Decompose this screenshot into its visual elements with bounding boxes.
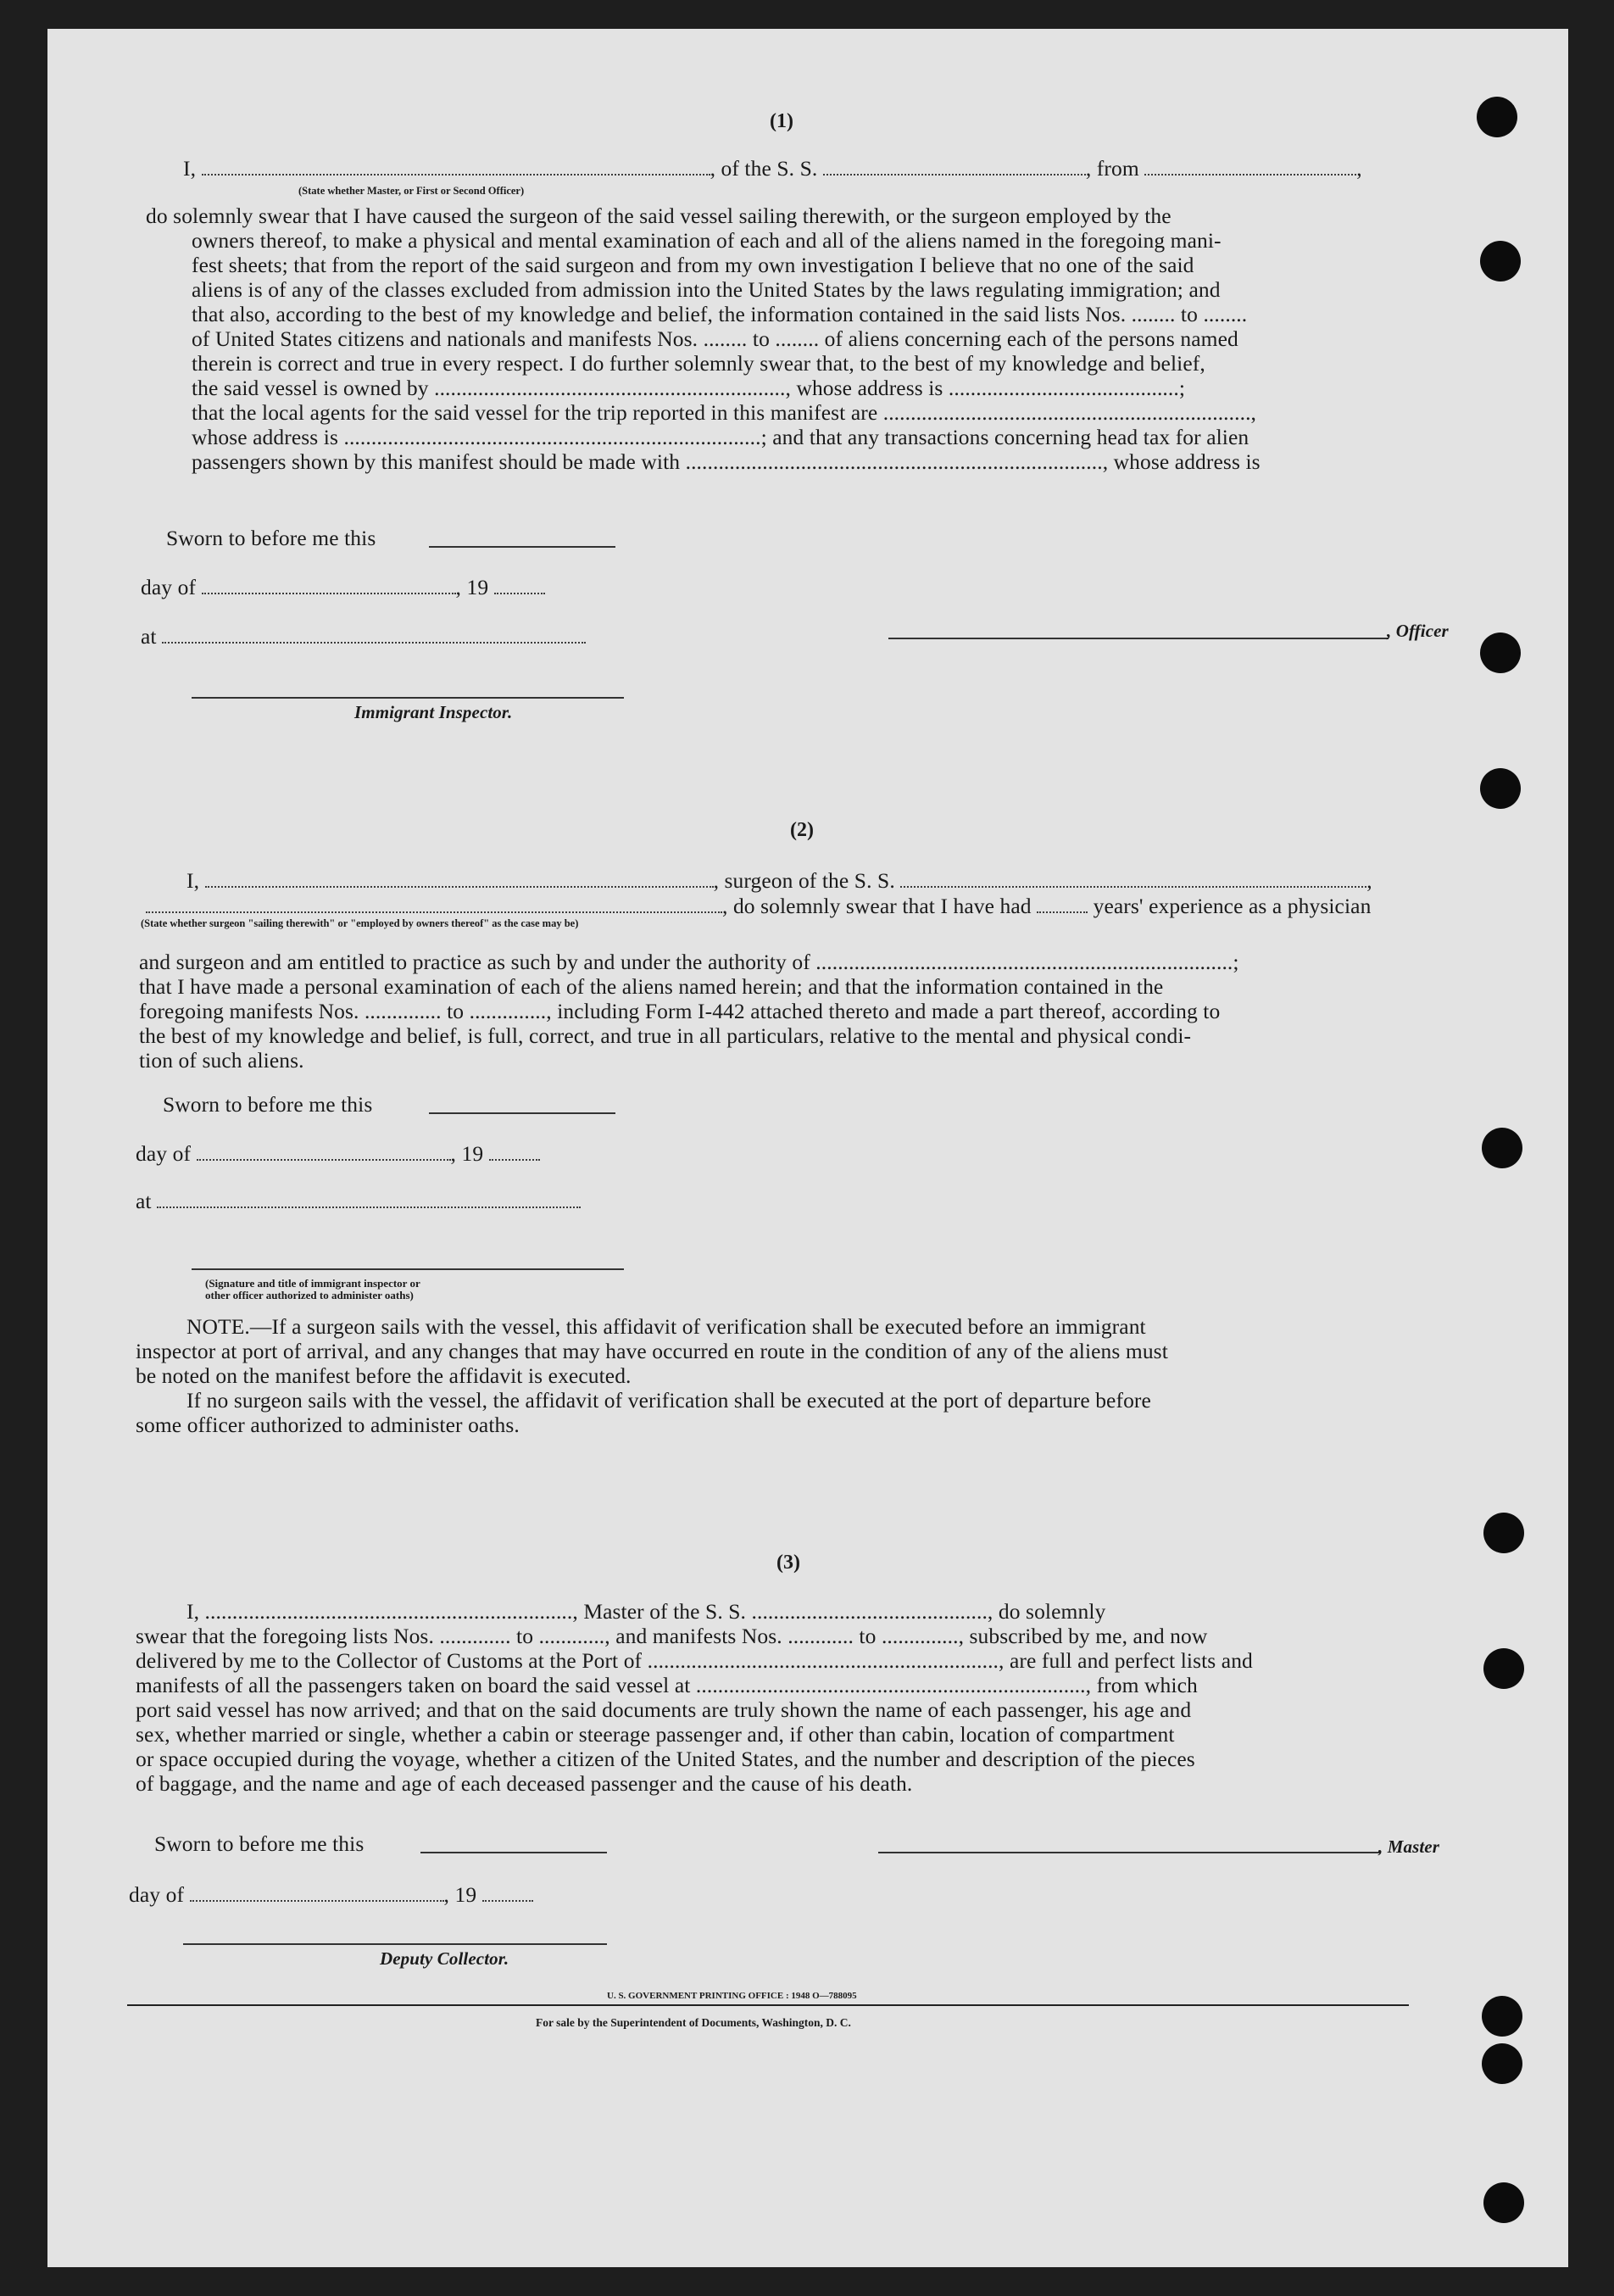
section-1-day-of: day of , 19 — [141, 575, 545, 600]
section-1-body-line: owners thereof, to make a physical and mental examination of each and all of the aliens named in the foregoing mani- — [192, 228, 1222, 253]
section-1-from: , from — [1085, 156, 1139, 181]
master-label: , Master — [1378, 1836, 1439, 1857]
section-2-sworn-label: Sworn to before me this — [163, 1092, 373, 1117]
section-3-sworn-date-line[interactable] — [420, 1852, 607, 1853]
vessel-name-field[interactable] — [823, 157, 1086, 176]
section-2-body-line: that I have made a personal examination of each of the aliens named herein; and that the information contained in the — [139, 974, 1164, 999]
signature-note-line-1: (Signature and title of immigrant inspector or — [205, 1277, 420, 1290]
section-1-body-line: of United States citizens and nationals and manifests Nos. ........ to ........ of aliens concerning each of the persons named — [192, 326, 1238, 351]
section-3-body-line: manifests of all the passengers taken on board the said vessel at ......................................................................., from which — [136, 1673, 1198, 1697]
section-1-body-line: that also, according to the best of my knowledge and belief, the information contained in the said lists Nos. ........ to ........ — [192, 302, 1248, 326]
master-name-field[interactable] — [202, 157, 710, 176]
punch-hole — [1483, 1513, 1524, 1553]
section-3-body-line: swear that the foregoing lists Nos. ............. to ............, and manifests Nos. ............ to .............., subscribed by me, and now — [136, 1624, 1208, 1648]
punch-hole — [1480, 768, 1521, 809]
section-2-body-line: and surgeon and am entitled to practice as such by and under the authority of ............................................................................; — [139, 950, 1239, 974]
footer-rule — [127, 2004, 1409, 2006]
section-2-body-line: foregoing manifests Nos. .............. to .............., including Form I-442 attached thereto and made a part thereof, according to — [139, 999, 1221, 1023]
section-3-sworn-label: Sworn to before me this — [154, 1831, 365, 1856]
collector-signature-line[interactable] — [183, 1943, 607, 1945]
sworn-date-line[interactable] — [429, 546, 615, 548]
immigrant-inspector-label: Immigrant Inspector. — [354, 702, 513, 722]
note-line: If no surgeon sails with the vessel, the affidavit of verification shall be executed at the port of departure before — [186, 1388, 1151, 1413]
section-3-body-line: of baggage, and the name and age of each deceased passenger and the cause of his death. — [136, 1771, 913, 1796]
punch-hole — [1477, 97, 1517, 137]
punch-hole — [1480, 241, 1521, 281]
inspector-signature-line[interactable] — [192, 697, 624, 699]
section-3-year-field[interactable] — [482, 1883, 533, 1902]
note-line: inspector at port of arrival, and any changes that may have occurred en route in the condition of any of the aliens must — [136, 1339, 1168, 1363]
section-1-body-line: do solemnly swear that I have caused the surgeon of the said vessel sailing therewith, or the surgeon employed by the — [146, 203, 1172, 228]
section-2-at-field[interactable] — [157, 1190, 581, 1208]
section-2-signature-line[interactable] — [192, 1268, 624, 1270]
section-1-body-line: the said vessel is owned by ................................................................, whose address is ..........................................; — [192, 376, 1186, 400]
years-experience-field[interactable] — [1037, 894, 1088, 913]
section-1-body-line: passengers shown by this manifest should be made with ............................................................................, whose address is — [192, 449, 1261, 474]
section-2-heading: (2) — [790, 819, 814, 841]
for-sale-line: For sale by the Superintendent of Documents, Washington, D. C. — [536, 2016, 851, 2029]
note-line: be noted on the manifest before the affidavit is executed. — [136, 1363, 632, 1388]
section-2-at: at — [136, 1189, 581, 1214]
punch-hole — [1482, 1128, 1522, 1168]
section-2-sworn-date-line[interactable] — [429, 1112, 615, 1114]
section-2-day-field[interactable] — [197, 1142, 451, 1161]
note-line: NOTE.—If a surgeon sails with the vessel, this affidavit of verification shall be executed before an immigrant — [186, 1314, 1146, 1339]
section-3-body-line: sex, whether married or single, whether a cabin or steerage passenger and, if other than cabin, location of compartment — [136, 1722, 1175, 1747]
master-signature-line[interactable] — [878, 1852, 1380, 1853]
officer-signature-line[interactable] — [888, 638, 1389, 639]
section-1-i: I, — [183, 156, 197, 181]
section-3-body-line: port said vessel has now arrived; and that on the said documents are truly shown the name of each passenger, his age and — [136, 1697, 1192, 1722]
section-2-year-field[interactable] — [489, 1142, 540, 1161]
day-of-field[interactable] — [202, 576, 456, 594]
section-2-second-line: , do solemnly swear that I have had years' experience as a physician — [146, 894, 1371, 919]
section-2-surgeon-note: (State whether surgeon "sailing therewith" or "employed by owners thereof" as the case may be) — [141, 917, 579, 929]
section-3-body-line: I, ..................................................................., Master of the S. S. ..........................................., do solemnly — [186, 1599, 1106, 1624]
section-1-sworn-label: Sworn to before me this — [166, 526, 376, 550]
deputy-collector-label: Deputy Collector. — [380, 1948, 509, 1969]
punch-hole — [1483, 1648, 1524, 1689]
section-2-first-line: I, , surgeon of the S. S. , — [186, 868, 1372, 893]
section-2-body-line: the best of my knowledge and belief, is full, correct, and true in all particulars, relative to the mental and physical condi- — [139, 1023, 1192, 1048]
section-1-officer-note: (State whether Master, or First or Second Officer) — [298, 185, 525, 197]
officer-label: , Officer — [1387, 621, 1449, 641]
section-3-body-line: delivered by me to the Collector of Customs at the Port of ................................................................, are full and perfect lists and — [136, 1648, 1253, 1673]
from-port-field[interactable] — [1144, 157, 1356, 176]
section-1-body-line: whose address is ............................................................................; and that any transactions concerning head tax for alien — [192, 425, 1249, 449]
section-1-first-line: I, , of the S. S. , from , — [183, 156, 1362, 181]
punch-hole — [1480, 633, 1521, 673]
section-3-day-of: day of , 19 — [129, 1882, 533, 1908]
signature-note-line-2: other officer authorized to administer oaths) — [205, 1289, 414, 1301]
punch-hole — [1483, 2182, 1524, 2223]
section-3-body-line: or space occupied during the voyage, whether a citizen of the United States, and the number and description of the pieces — [136, 1747, 1195, 1771]
at-field[interactable] — [162, 625, 586, 644]
section-3-heading: (3) — [776, 1552, 800, 1574]
section-1-body-line: fest sheets; that from the report of the said surgeon and from my own investigation I believe that no one of the said — [192, 253, 1194, 277]
punch-hole — [1482, 2043, 1522, 2084]
section-2-day-of: day of , 19 — [136, 1141, 540, 1167]
surgeon-name-field[interactable] — [205, 869, 714, 888]
note-line: some officer authorized to administer oaths. — [136, 1413, 520, 1437]
year-field[interactable] — [494, 576, 545, 594]
form-page — [47, 29, 1568, 2267]
printing-office-line: U. S. GOVERNMENT PRINTING OFFICE : 1948 O—788095 — [607, 1991, 857, 2001]
section-1-body-line: therein is correct and true in every respect. I do further solemnly swear that, to the best of my knowledge and belief, — [192, 351, 1205, 376]
section-1-heading: (1) — [770, 110, 793, 132]
surgeon-vessel-field[interactable] — [900, 869, 1366, 888]
section-1-body-line: that the local agents for the said vessel for the trip reported in this manifest are ..................................................................., — [192, 400, 1257, 425]
section-1-of-ss: , of the S. S. — [710, 156, 818, 181]
punch-hole — [1482, 1996, 1522, 2037]
section-1-body-line: aliens is of any of the classes excluded from admission into the United States by the laws regulating immigration; and — [192, 277, 1221, 302]
sailing-status-field[interactable] — [146, 894, 722, 913]
section-1-at: at — [141, 624, 586, 649]
section-3-day-field[interactable] — [190, 1883, 444, 1902]
section-2-body-line: tion of such aliens. — [139, 1048, 304, 1073]
